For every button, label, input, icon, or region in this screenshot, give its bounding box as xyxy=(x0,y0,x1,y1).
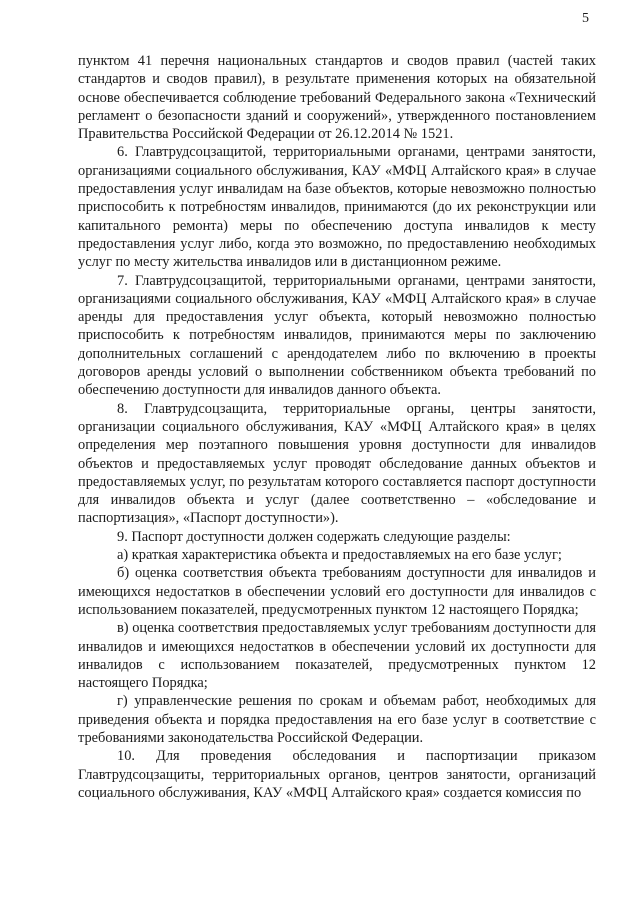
list-item-a: а) краткая характеристика объекта и предоставляемых на его базе услуг; xyxy=(117,547,562,564)
list-item-v: в) оценка соответствия предоставляемых услуг требованиям доступности для инвалидов и имеющихся недостатков в обеспечении условий их доступности для инвалидов с использованием показателей, предусмотренных пунктом 12 настоящего Порядка; xyxy=(78,620,596,692)
paragraph-6: 6. Главтрудсоцзащитой, территориальными органами, центрами занятости, организациями социального обслуживания, КАУ «МФЦ Алтайского края» в случае предоставления услуг инвалидам на базе объектов, которые невозможно полностью приспособить к потребностям инвалидов, принимаются (до их реконструкции или капитального ремонта) меры по обеспечению доступа инвалидов к месту предоставления услуг либо, когда это возможно, по предоставлению необходимых услуг по месту жительства инвалидов или в дистанционном режиме. xyxy=(78,144,596,271)
paragraph-9: 9. Паспорт доступности должен содержать следующие разделы: xyxy=(117,528,511,545)
paragraph-8: 8. Главтрудсоцзащита, территориальные органы, центры занятости, организации социального обслуживания, КАУ «МФЦ Алтайского края» в целях определения мер поэтапного повышения уровня доступности для инвалидов объектов и предоставляемых услуг проводят обследование данных объектов и предоставляемых услуг, по результатам которого составляется паспорт доступности для инвалидов объекта и услуг (далее соответственно – «обследование и паспортизация», «Паспорт доступности»). xyxy=(78,400,596,527)
list-item-b: б) оценка соответствия объекта требованиям доступности для инвалидов и имеющихся недостатков в обеспечении условий его доступности для инвалидов с использованием показателей, предусмотренных пунктом 12 настоящего Порядка; xyxy=(78,565,596,618)
paragraph-10: 10. Для проведения обследования и паспортизации приказом Главтрудсоцзащиты, территориальных органов, центров занятости, организаций социального обслуживания, КАУ «МФЦ Алтайского края» создается комиссия по xyxy=(78,748,596,801)
paragraph-7: 7. Главтрудсоцзащитой, территориальными органами, центрами занятости, организациями социального обслуживания, КАУ «МФЦ Алтайского края» в случае аренды для предоставления услуг объекта, который невозможно полностью приспособить к потребностям инвалидов, принимаются меры по заключению дополнительных соглашений с арендодателем либо по включению в проекты договоров аренды условий о выполнении собственником объекта требований по обеспечению доступности для инвалидов данного объекта. xyxy=(78,272,596,399)
paragraph-continuation: пунктом 41 перечня национальных стандартов и сводов правил (частей таких стандартов и сводов правил), в результате применения которых на обязательной основе обеспечивается соблюдение требований Федерального закона «Технический регламент о безопасности зданий и сооружений», утвержденного постановлением Правительства Российской Федерации от 26.12.2014 № 1521. xyxy=(78,53,596,143)
list-item-g: г) управленческие решения по срокам и объемам работ, необходимых для приведения объекта и порядка предоставления на его базе услуг в соответствие с требованиями законодательства Российской Федерации. xyxy=(78,693,596,746)
page-number: 5 xyxy=(582,11,589,26)
